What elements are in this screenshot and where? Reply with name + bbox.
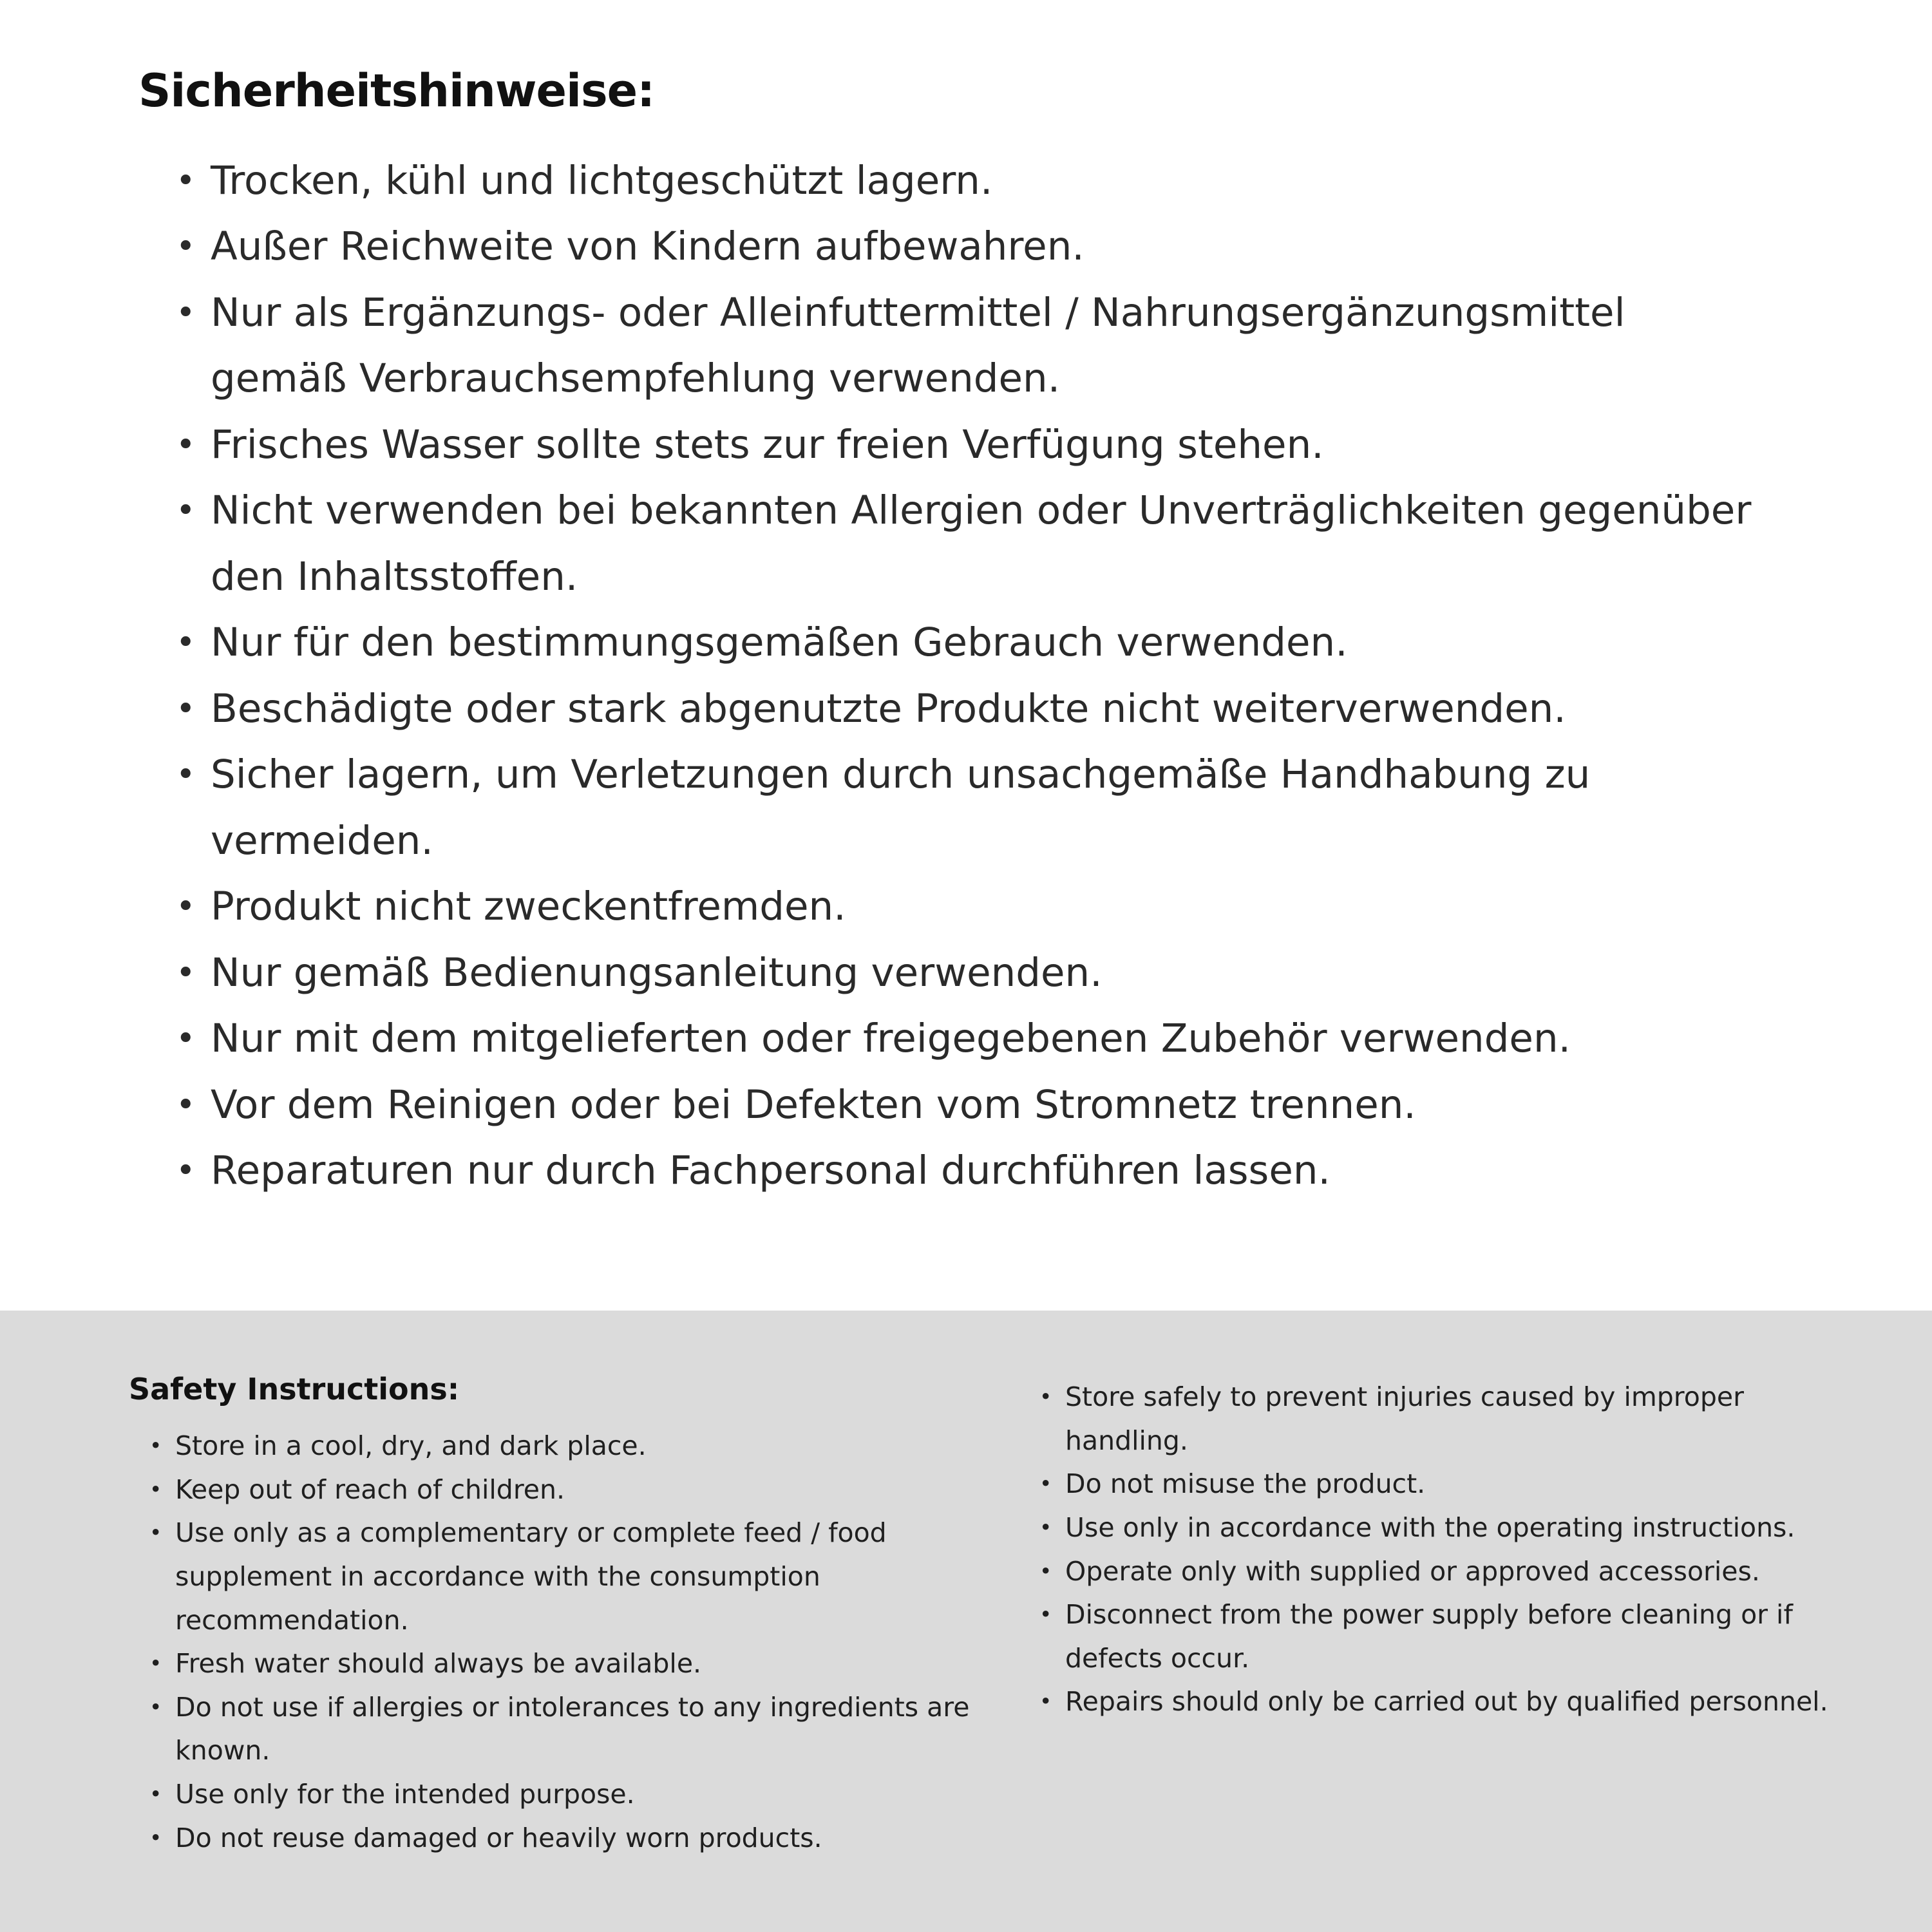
english-safety-item: • Store in a cool, dry, and dark place.	[147, 1425, 979, 1468]
english-safety-item: • Do not reuse damaged or heavily worn products.	[147, 1817, 979, 1861]
german-safety-item: • Reparaturen nur durch Fachpersonal durchführen lassen.	[171, 1138, 1755, 1204]
english-section	[0, 1311, 1932, 1932]
english-safety-list-right	[1037, 1376, 1848, 1724]
english-safety-item: • Use only in accordance with the operating instructions.	[1037, 1506, 1848, 1550]
german-safety-item: • Beschädigte oder stark abgenutzte Produkte nicht weiterverwenden.	[171, 676, 1755, 742]
english-safety-item: • Use only as a complementary or complete feed / food supplement in accordance with the consumption recommendation.	[147, 1511, 979, 1642]
german-safety-item: • Nur gemäß Bedienungsanleitung verwenden.	[171, 940, 1755, 1006]
german-safety-item: • Trocken, kühl und lichtgeschützt lagern.	[171, 148, 1755, 214]
english-safety-item: • Store safely to prevent injuries caused by improper handling.	[1037, 1376, 1848, 1463]
english-safety-item: • Disconnect from the power supply before cleaning or if defects occur.	[1037, 1593, 1848, 1680]
german-safety-item: • Außer Reichweite von Kindern aufbewahren.	[171, 214, 1755, 279]
english-right-column	[1037, 1372, 1848, 1724]
german-heading: Sicherheitshinweise:	[138, 64, 655, 117]
german-safety-list	[171, 148, 1755, 1204]
german-safety-item: • Nur mit dem mitgelieferten oder freigegebenen Zubehör verwenden.	[171, 1006, 1755, 1072]
english-safety-item: • Do not misuse the product.	[1037, 1463, 1848, 1506]
english-heading: Safety Instructions:	[129, 1372, 460, 1406]
german-safety-item: • Produkt nicht zweckentfremden.	[171, 874, 1755, 940]
english-safety-item: • Do not use if allergies or intolerances to any ingredients are known.	[147, 1686, 979, 1773]
german-safety-item: • Nur für den bestimmungsgemäßen Gebrauch verwenden.	[171, 610, 1755, 676]
english-safety-item: • Use only for the intended purpose.	[147, 1773, 979, 1817]
german-safety-item: • Sicher lagern, um Verletzungen durch unsachgemäße Handhabung zu vermeiden.	[171, 742, 1755, 874]
english-safety-item: • Keep out of reach of children.	[147, 1468, 979, 1512]
german-safety-item: • Frisches Wasser sollte stets zur freien Verfügung stehen.	[171, 412, 1755, 478]
german-safety-item: • Nur als Ergänzungs- oder Alleinfuttermittel / Nahrungsergänzungsmittel gemäß Verbrauchsempfehlung verwenden.	[171, 280, 1755, 412]
english-safety-item: • Fresh water should always be available.	[147, 1642, 979, 1686]
english-safety-item: • Repairs should only be carried out by qualified personnel.	[1037, 1680, 1848, 1724]
german-safety-item: • Nicht verwenden bei bekannten Allergien oder Unverträglichkeiten gegenüber den Inhaltsstoffen.	[171, 478, 1755, 610]
german-safety-item: • Vor dem Reinigen oder bei Defekten vom Stromnetz trennen.	[171, 1072, 1755, 1138]
english-safety-list-left	[147, 1425, 979, 1860]
english-safety-item: • Operate only with supplied or approved accessories.	[1037, 1550, 1848, 1594]
english-left-column	[129, 1372, 979, 1860]
